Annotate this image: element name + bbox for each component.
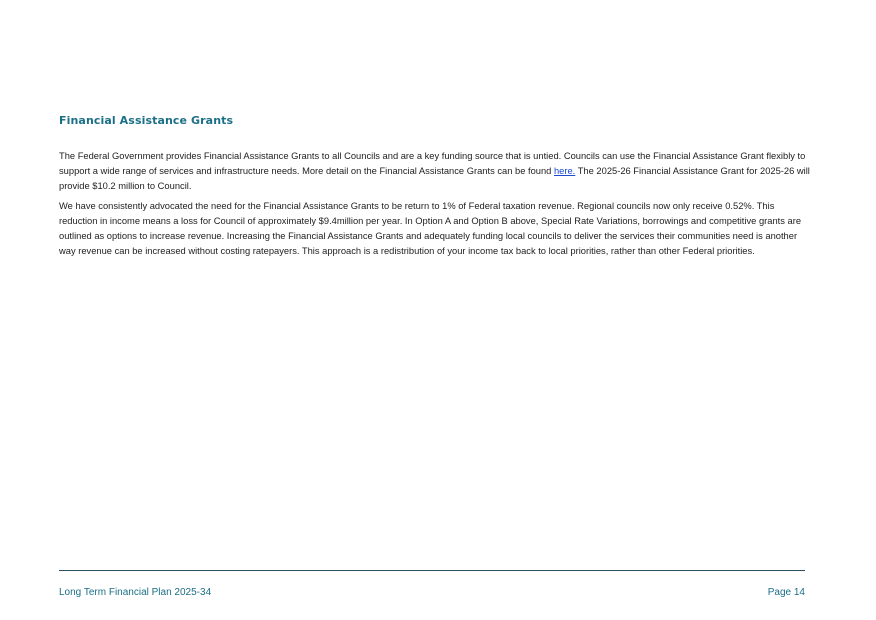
footer-document-title: Long Term Financial Plan 2025-34 bbox=[59, 587, 212, 598]
paragraph-grants-overview bbox=[59, 149, 811, 194]
paragraph-grants-overview-text: The Federal Government provides Financial Assistance Grants to all Councils and are a key funding source that is untied. Councils can use the Financial Assistance Grant flexibly to support a wide range of services and infrastructure needs. More detail on the Financial Assistance Grants can be found bbox=[59, 151, 806, 176]
paragraph-advocacy: We have consistently advocated the need for the Financial Assistance Grants to be return to 1% of Federal taxation revenue. Regional councils now only receive 0.52%. This reduction in income means a loss for Council of approximately $9.4million per year. In Option A and Option B above, Special Rate Variations, borrowings and competitive grants are outlined as options to increase revenue. Increasing the Financial Assistance Grants and adequately funding local councils to deliver the services their communities need is another way revenue can be increased without costing ratepayers. This approach is a redistribution of your income tax back to local priorities, rather than other Federal priorities. bbox=[59, 201, 802, 256]
section-heading: Financial Assistance Grants bbox=[59, 114, 234, 127]
footer-divider bbox=[59, 570, 805, 571]
grants-detail-link[interactable]: here. bbox=[553, 166, 576, 176]
footer-page-number: Page 14 bbox=[767, 587, 805, 598]
paragraph-grants-overview-text-continued: The 2025-26 Financial Assistance Grant for 2025-26 will provide $10.2 million to Council. bbox=[59, 166, 810, 191]
section-body bbox=[59, 149, 811, 264]
